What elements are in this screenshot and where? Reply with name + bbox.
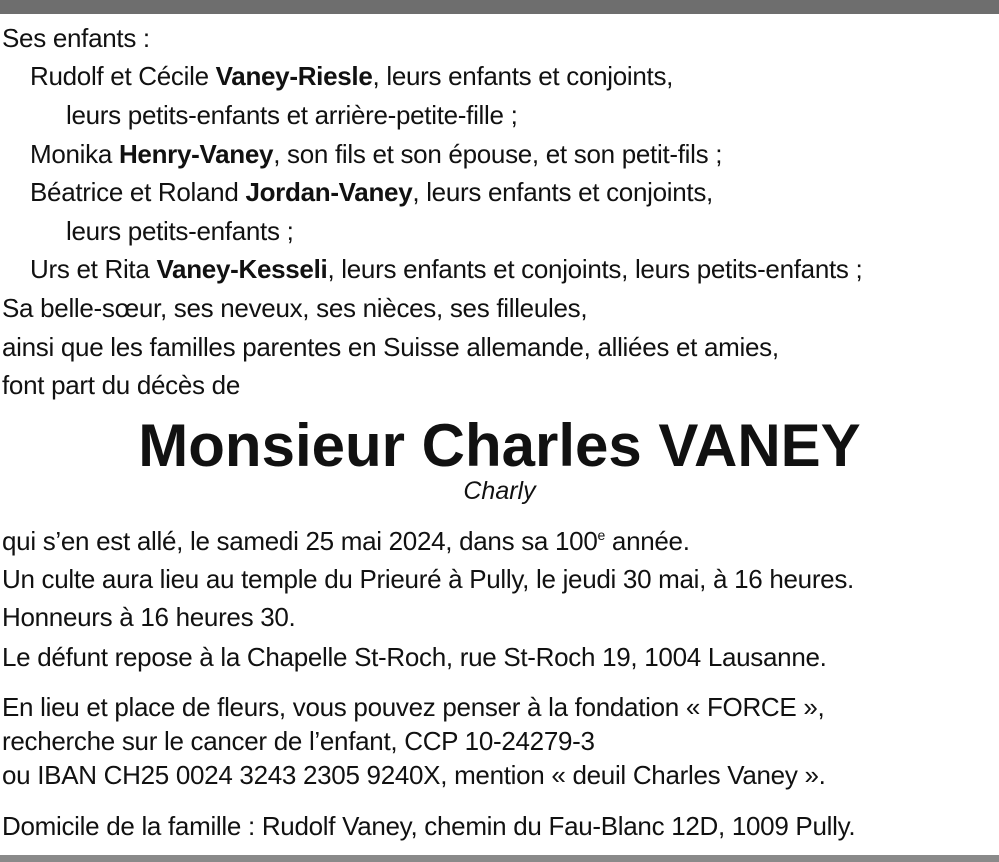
donation-line-3: ou IBAN CH25 0024 3243 2305 9240X, mention « deuil Charles Vaney ».	[2, 760, 826, 790]
passing-line	[2, 526, 690, 556]
child-line-rudolf-cont: leurs petits-enfants et arrière-petite-fille ;	[66, 100, 518, 130]
passing-text: qui s’en est allé, le samedi 25 mai 2024, dans sa 100	[2, 526, 598, 556]
surname: Vaney-Kesseli	[156, 254, 328, 284]
given-names: Urs et Rita	[30, 254, 157, 284]
donation-line-2: recherche sur le cancer de l’enfant, CCP 10-24279-3	[2, 726, 595, 756]
domicile-line: Domicile de la famille : Rudolf Vaney, chemin du Fau-Blanc 12D, 1009 Pully.	[2, 811, 856, 841]
descendants: , son fils et son épouse, et son petit-fils ;	[273, 139, 723, 169]
given-names: Béatrice et Roland	[30, 177, 246, 207]
ordinal-suffix: e	[597, 527, 605, 543]
descendants: , leurs enfants et conjoints,	[412, 177, 713, 207]
donation-line-1: En lieu et place de fleurs, vous pouvez penser à la fondation « FORCE »,	[2, 692, 825, 722]
service-line: Un culte aura lieu au temple du Prieuré à Pully, le jeudi 30 mai, à 16 heures.	[2, 564, 854, 594]
surname: Vaney-Riesle	[215, 61, 373, 91]
rests-line: Le défunt repose à la Chapelle St-Roch, rue St-Roch 19, 1004 Lausanne.	[2, 642, 827, 672]
children-heading: Ses enfants :	[2, 23, 150, 53]
descendants: , leurs enfants et conjoints, leurs petits-enfants ;	[327, 254, 863, 284]
families-line: ainsi que les familles parentes en Suisse allemande, alliées et amies,	[2, 332, 779, 362]
given-names: Monika	[30, 139, 119, 169]
top-rule	[0, 0, 999, 14]
deceased-name: Monsieur Charles VANEY	[138, 412, 861, 479]
child-line-urs	[30, 254, 862, 284]
relatives-line: Sa belle-sœur, ses neveux, ses nièces, ses filleules,	[2, 293, 588, 323]
surname: Jordan-Vaney	[245, 177, 413, 207]
passing-text-end: année.	[604, 526, 690, 556]
child-line-rudolf	[30, 61, 673, 91]
child-line-monika	[30, 139, 722, 169]
announce-line: font part du décès de	[2, 370, 240, 400]
bottom-rule	[0, 855, 999, 862]
surname: Henry-Vaney	[118, 139, 274, 169]
deceased-nickname: Charly	[463, 477, 536, 505]
honours-line: Honneurs à 16 heures 30.	[2, 602, 296, 632]
given-names: Rudolf et Cécile	[30, 61, 216, 91]
child-line-beatrice	[30, 177, 713, 207]
child-line-beatrice-cont: leurs petits-enfants ;	[66, 216, 294, 246]
descendants: , leurs enfants et conjoints,	[372, 61, 674, 91]
